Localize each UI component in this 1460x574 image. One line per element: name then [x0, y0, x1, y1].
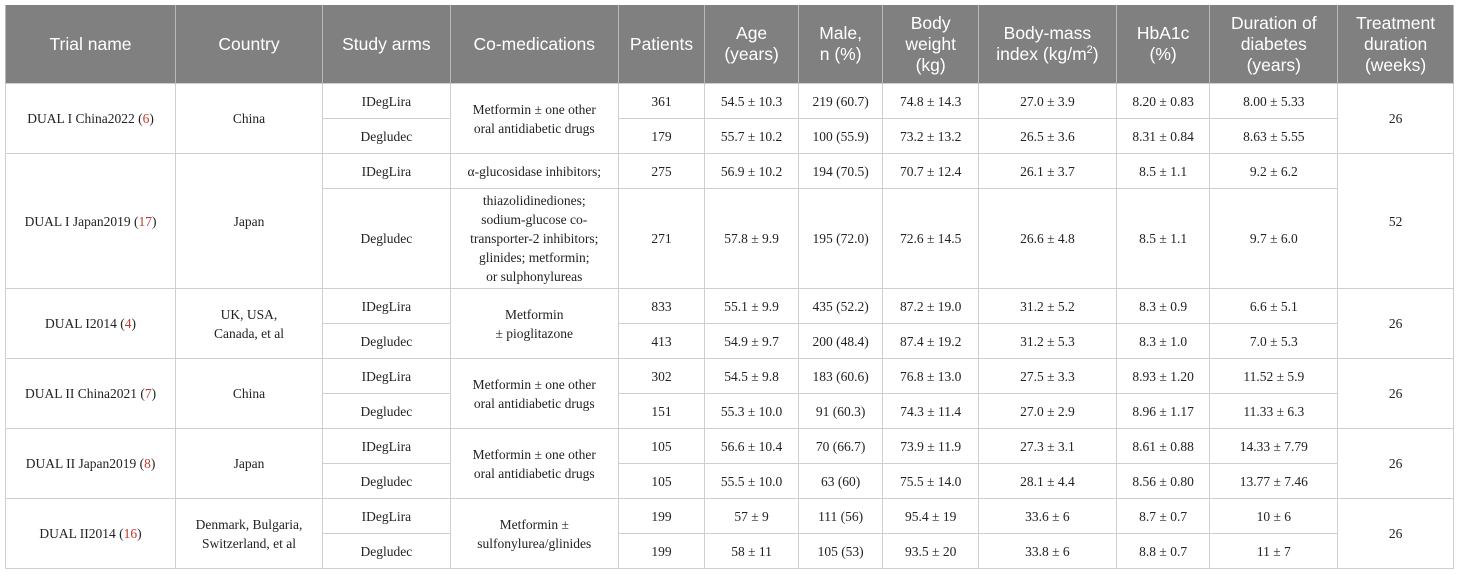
arm-cell: IDegLira	[322, 154, 450, 189]
trial-name-cell: DUAL I China2022 (6)	[6, 84, 176, 154]
country-cell: China	[176, 359, 323, 429]
bmi-cell: 33.8 ± 6	[978, 534, 1116, 569]
comed-cell: Metformin ± one other oral antidiabetic drugs	[450, 84, 618, 154]
table-row	[6, 84, 1454, 119]
patients-cell: 105	[618, 429, 705, 464]
bmi-cell: 27.3 ± 3.1	[978, 429, 1116, 464]
hba1c-cell: 8.20 ± 0.83	[1116, 84, 1210, 119]
duration-cell: 7.0 ± 5.3	[1210, 324, 1338, 359]
col-header-male: Male, n (%)	[798, 5, 883, 84]
patients-cell: 413	[618, 324, 705, 359]
weight-cell: 76.8 ± 13.0	[883, 359, 979, 394]
col-header-co-medications: Co-medications	[450, 5, 618, 84]
comed-cell: α-glucosidase inhibitors;	[450, 154, 618, 189]
duration-cell: 11.52 ± 5.9	[1210, 359, 1338, 394]
arm-cell: Degludec	[322, 534, 450, 569]
bmi-cell: 27.0 ± 2.9	[978, 394, 1116, 429]
male-cell: 111 (56)	[798, 499, 883, 534]
hba1c-cell: 8.3 ± 1.0	[1116, 324, 1210, 359]
hba1c-cell: 8.31 ± 0.84	[1116, 119, 1210, 154]
patients-cell: 275	[618, 154, 705, 189]
col-header-hba1c: HbA1c (%)	[1116, 5, 1210, 84]
hba1c-cell: 8.96 ± 1.17	[1116, 394, 1210, 429]
arm-cell: Degludec	[322, 324, 450, 359]
arm-cell: IDegLira	[322, 429, 450, 464]
male-cell: 91 (60.3)	[798, 394, 883, 429]
age-cell: 55.3 ± 10.0	[705, 394, 799, 429]
reference-link[interactable]: 6	[142, 111, 150, 126]
reference-link[interactable]: 7	[144, 386, 152, 401]
weight-cell: 73.2 ± 13.2	[883, 119, 979, 154]
weight-cell: 73.9 ± 11.9	[883, 429, 979, 464]
duration-cell: 14.33 ± 7.79	[1210, 429, 1338, 464]
weight-cell: 75.5 ± 14.0	[883, 464, 979, 499]
age-cell: 57 ± 9	[705, 499, 799, 534]
age-cell: 54.9 ± 9.7	[705, 324, 799, 359]
weight-cell: 74.8 ± 14.3	[883, 84, 979, 119]
trial-name-cell: DUAL II2014 (16)	[6, 499, 176, 569]
age-cell: 55.7 ± 10.2	[705, 119, 799, 154]
duration-cell: 9.2 ± 6.2	[1210, 154, 1338, 189]
patients-cell: 833	[618, 289, 705, 324]
male-cell: 200 (48.4)	[798, 324, 883, 359]
duration-cell: 11 ± 7	[1210, 534, 1338, 569]
table-row	[6, 289, 1454, 324]
hba1c-cell: 8.56 ± 0.80	[1116, 464, 1210, 499]
comed-cell: thiazolidinediones; sodium-glucose co- transporter-2 inhibitors; glinides; metformin; or sulphonylureas	[450, 189, 618, 289]
header-row	[6, 5, 1454, 84]
hba1c-cell: 8.3 ± 0.9	[1116, 289, 1210, 324]
weeks-cell: 26	[1338, 84, 1454, 154]
arm-cell: Degludec	[322, 189, 450, 289]
reference-link[interactable]: 4	[124, 316, 132, 331]
comed-cell: Metformin ± one other oral antidiabetic drugs	[450, 359, 618, 429]
reference-link[interactable]: 16	[123, 526, 138, 541]
country-cell: China	[176, 84, 323, 154]
weight-cell: 95.4 ± 19	[883, 499, 979, 534]
patients-cell: 151	[618, 394, 705, 429]
col-header-trial-name: Trial name	[6, 5, 176, 84]
country-cell: UK, USA, Canada, et al	[176, 289, 323, 359]
arm-cell: Degludec	[322, 394, 450, 429]
duration-cell: 10 ± 6	[1210, 499, 1338, 534]
hba1c-cell: 8.7 ± 0.7	[1116, 499, 1210, 534]
patients-cell: 361	[618, 84, 705, 119]
hba1c-cell: 8.93 ± 1.20	[1116, 359, 1210, 394]
table-row	[6, 429, 1454, 464]
col-header-treatment-duration: Treatment duration (weeks)	[1338, 5, 1454, 84]
trial-name-cell: DUAL I2014 (4)	[6, 289, 176, 359]
weeks-cell: 52	[1338, 154, 1454, 289]
col-header-study-arms: Study arms	[322, 5, 450, 84]
duration-cell: 11.33 ± 6.3	[1210, 394, 1338, 429]
male-cell: 194 (70.5)	[798, 154, 883, 189]
col-header-country: Country	[176, 5, 323, 84]
arm-cell: Degludec	[322, 119, 450, 154]
hba1c-cell: 8.8 ± 0.7	[1116, 534, 1210, 569]
duration-cell: 13.77 ± 7.46	[1210, 464, 1338, 499]
comed-cell: Metformin ± sulfonylurea/glinides	[450, 499, 618, 569]
arm-cell: Degludec	[322, 464, 450, 499]
male-cell: 100 (55.9)	[798, 119, 883, 154]
col-header-patients: Patients	[618, 5, 705, 84]
table-row	[6, 499, 1454, 534]
weeks-cell: 26	[1338, 289, 1454, 359]
age-cell: 54.5 ± 10.3	[705, 84, 799, 119]
patients-cell: 199	[618, 534, 705, 569]
patients-cell: 179	[618, 119, 705, 154]
arm-cell: IDegLira	[322, 289, 450, 324]
weight-cell: 74.3 ± 11.4	[883, 394, 979, 429]
arm-cell: IDegLira	[322, 84, 450, 119]
weight-cell: 87.4 ± 19.2	[883, 324, 979, 359]
patients-cell: 302	[618, 359, 705, 394]
bmi-cell: 26.5 ± 3.6	[978, 119, 1116, 154]
patients-cell: 271	[618, 189, 705, 289]
trial-name-cell: DUAL II Japan2019 (8)	[6, 429, 176, 499]
duration-cell: 8.63 ± 5.55	[1210, 119, 1338, 154]
age-cell: 58 ± 11	[705, 534, 799, 569]
trial-name-cell: DUAL I Japan2019 (17)	[6, 154, 176, 289]
country-cell: Denmark, Bulgaria, Switzerland, et al	[176, 499, 323, 569]
weeks-cell: 26	[1338, 429, 1454, 499]
comed-cell: Metformin ± one other oral antidiabetic drugs	[450, 429, 618, 499]
weight-cell: 72.6 ± 14.5	[883, 189, 979, 289]
male-cell: 70 (66.7)	[798, 429, 883, 464]
patients-cell: 105	[618, 464, 705, 499]
weeks-cell: 26	[1338, 359, 1454, 429]
arm-cell: IDegLira	[322, 499, 450, 534]
male-cell: 183 (60.6)	[798, 359, 883, 394]
age-cell: 55.1 ± 9.9	[705, 289, 799, 324]
bmi-cell: 31.2 ± 5.3	[978, 324, 1116, 359]
bmi-cell: 28.1 ± 4.4	[978, 464, 1116, 499]
comed-cell: Metformin ± pioglitazone	[450, 289, 618, 359]
arm-cell: IDegLira	[322, 359, 450, 394]
table-row	[6, 154, 1454, 189]
reference-link[interactable]: 17	[138, 213, 152, 229]
col-header-body-weight: Body weight (kg)	[883, 5, 979, 84]
weeks-cell: 26	[1338, 499, 1454, 569]
hba1c-cell: 8.61 ± 0.88	[1116, 429, 1210, 464]
reference-link[interactable]: 8	[144, 456, 151, 471]
country-cell: Japan	[176, 429, 323, 499]
age-cell: 54.5 ± 9.8	[705, 359, 799, 394]
col-header-bmi: Body-mass index $(kg/m^2)$	[978, 5, 1116, 84]
weight-cell: 70.7 ± 12.4	[883, 154, 979, 189]
duration-cell: 8.00 ± 5.33	[1210, 84, 1338, 119]
bmi-cell: 26.1 ± 3.7	[978, 154, 1116, 189]
bmi-cell: 27.5 ± 3.3	[978, 359, 1116, 394]
male-cell: 435 (52.2)	[798, 289, 883, 324]
duration-cell: 6.6 ± 5.1	[1210, 289, 1338, 324]
weight-cell: 87.2 ± 19.0	[883, 289, 979, 324]
patients-cell: 199	[618, 499, 705, 534]
col-header-age: Age (years)	[705, 5, 799, 84]
table-row	[6, 359, 1454, 394]
bmi-cell: 33.6 ± 6	[978, 499, 1116, 534]
hba1c-cell: 8.5 ± 1.1	[1116, 154, 1210, 189]
age-cell: 56.9 ± 10.2	[705, 154, 799, 189]
duration-cell: 9.7 ± 6.0	[1210, 189, 1338, 289]
weight-cell: 93.5 ± 20	[883, 534, 979, 569]
hba1c-cell: 8.5 ± 1.1	[1116, 189, 1210, 289]
bmi-cell: 31.2 ± 5.2	[978, 289, 1116, 324]
trials-table	[5, 5, 1454, 569]
country-cell: Japan	[176, 154, 323, 289]
col-header-duration-diabetes: Duration of diabetes (years)	[1210, 5, 1338, 84]
male-cell: 63 (60)	[798, 464, 883, 499]
male-cell: 195 (72.0)	[798, 189, 883, 289]
bmi-cell: 27.0 ± 3.9	[978, 84, 1116, 119]
bmi-cell: 26.6 ± 4.8	[978, 189, 1116, 289]
male-cell: 219 (60.7)	[798, 84, 883, 119]
age-cell: 55.5 ± 10.0	[705, 464, 799, 499]
male-cell: 105 (53)	[798, 534, 883, 569]
age-cell: 56.6 ± 10.4	[705, 429, 799, 464]
age-cell: 57.8 ± 9.9	[705, 189, 799, 289]
trial-name-cell: DUAL II China2021 (7)	[6, 359, 176, 429]
